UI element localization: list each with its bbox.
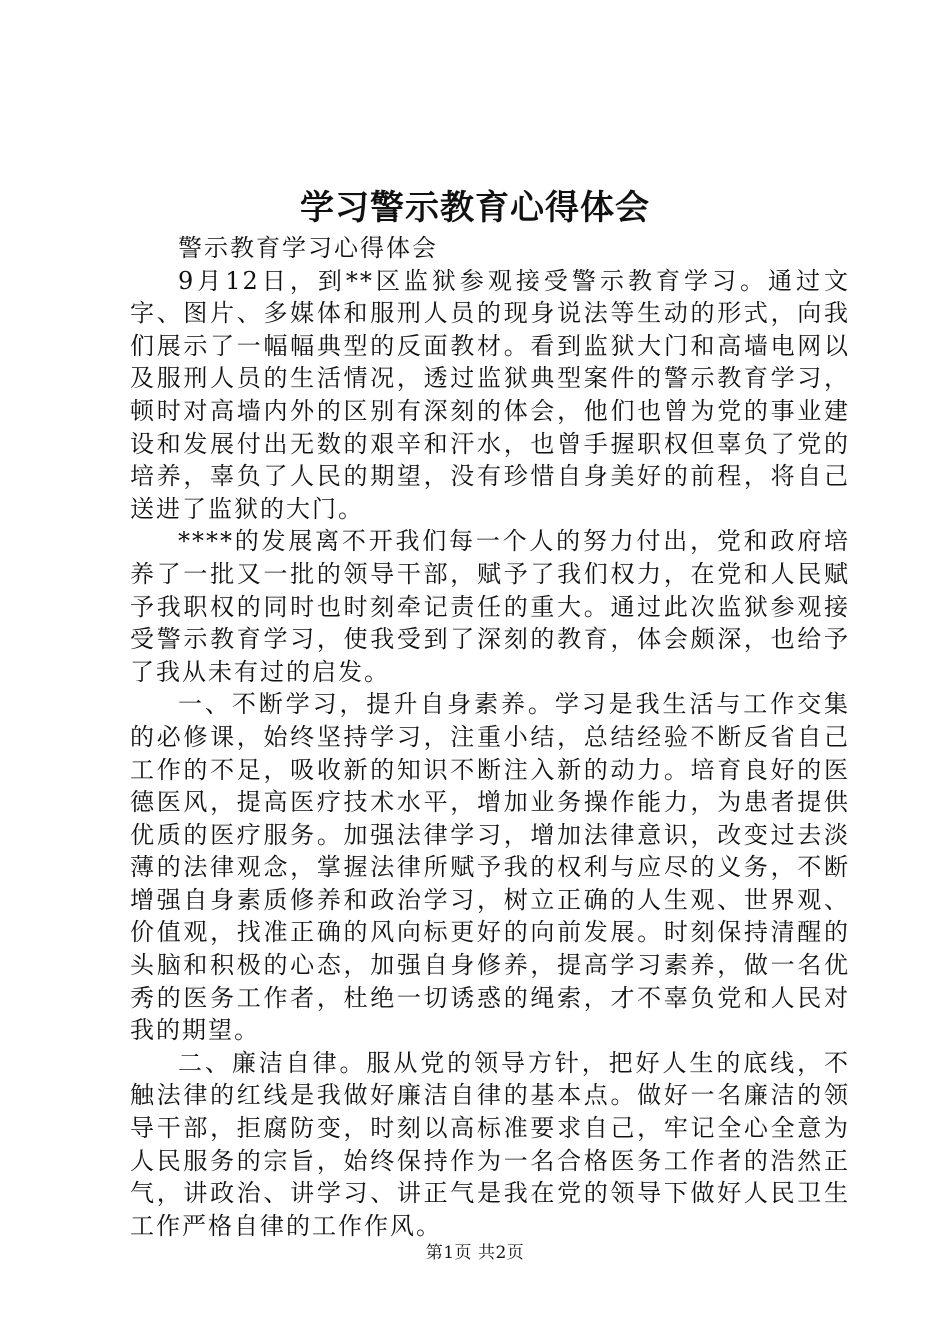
- paragraph-section-two: 二、廉洁自律。服从党的领导方针，把好人生的底线，不触法律的红线是我做好廉洁自律的基本点。做好一名廉洁的领导干部，拒腐防变，时刻以高标准要求自己，牢记全心全意为人民服务的宗旨，始终保持作为一名合格医务工作者的浩然正气，讲政治、讲学习、讲正气是我在党的领导下做好人民卫生工作严格自律的工作作风。: [130, 1048, 850, 1240]
- document-title: 学习警示教育心得体会: [300, 188, 650, 228]
- page-number-footer: 第1页 共2页: [425, 1243, 525, 1263]
- paragraph-section-one: 一、不断学习，提升自身素养。学习是我生活与工作交集的必修课，始终坚持学习，注重小结，总结经验不断反省自己工作的不足，吸收新的知识不断注入新的动力。培育良好的医德医风，提高医疗技术水平，增加业务操作能力，为患者提供优质的医疗服务。加强法律学习，增加法律意识，改变过去淡薄的法律观念，掌握法律所赋予我的权利与应尽的义务，不断增强自身素质修养和政治学习，树立正确的人生观、世界观、价值观，找准正确的风向标更好的向前发展。时刻保持清醒的头脑和积极的心态，加强自身修养，提高学习素养，做一名优秀的医务工作者，杜绝一切诱惑的绳索，才不辜负党和人民对我的期望。: [130, 690, 850, 1045]
- document-body: [130, 232, 850, 1242]
- paragraph-development: ****的发展离不开我们每一个人的努力付出，党和政府培养了一批又一批的领导干部，赋予了我们权力，在党和人民赋予我职权的同时也时刻牵记责任的重大。通过此次监狱参观接受警示教育学习，使我受到了深刻的教育，体会颇深，也给予了我从未有过的启发。: [130, 527, 850, 686]
- paragraph-subtitle: 警示教育学习心得体会: [178, 234, 438, 262]
- paragraph-intro: 9月12日，到**区监狱参观接受警示教育学习。通过文字、图片、多媒体和服刑人员的现身说法等生动的形式，向我们展示了一幅幅典型的反面教材。看到监狱大门和高墙电网以及服刑人员的生活情况，透过监狱典型案件的警示教育学习，顿时对高墙内外的区别有深刻的体会，他们也曾为党的事业建设和发展付出无数的艰辛和汗水，也曾手握职权但辜负了党的培养，辜负了人民的期望，没有珍惜自身美好的前程，将自己送进了监狱的大门。: [130, 266, 850, 523]
